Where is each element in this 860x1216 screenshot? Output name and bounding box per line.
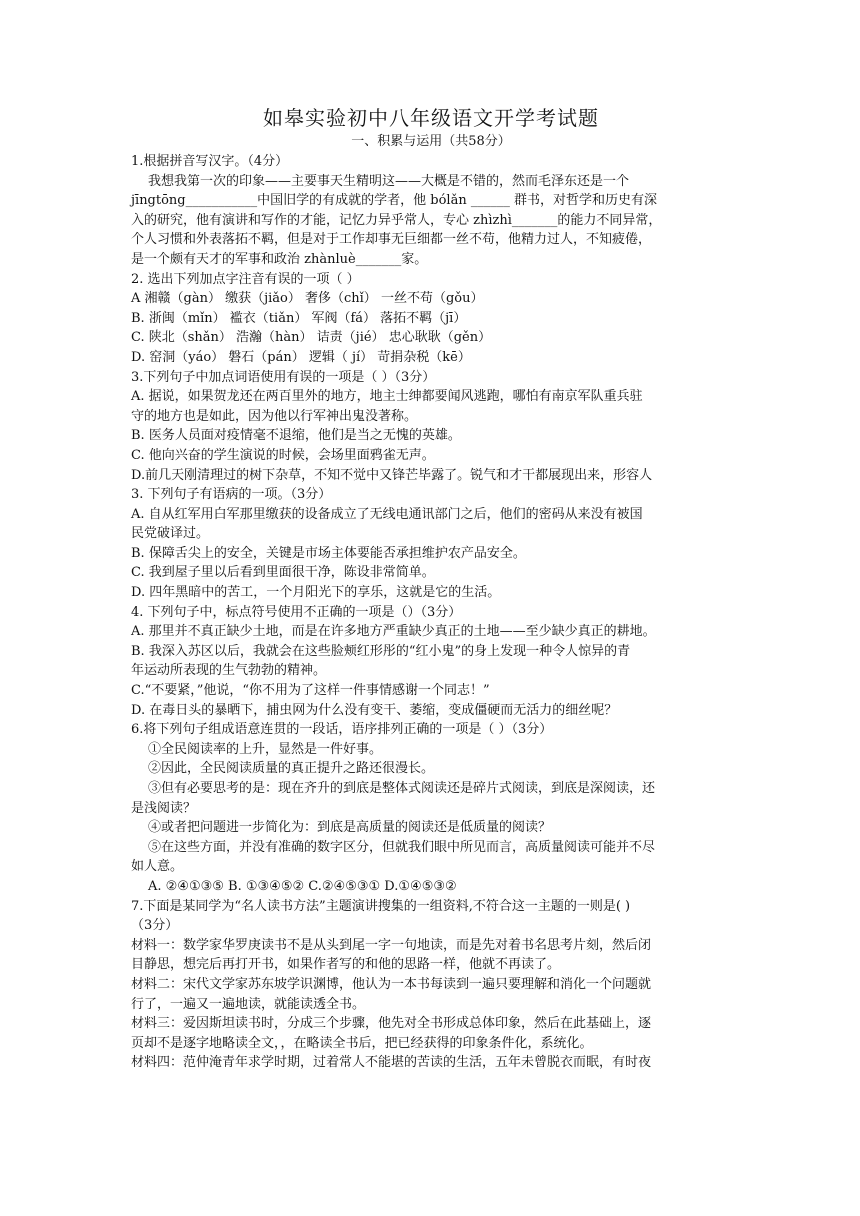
text-line: 是一个颇有天才的军事和政治 zhànluè_______家。 <box>131 251 428 267</box>
text-line: ②因此，全民阅读质量的真正提升之路还很漫长。 <box>148 761 435 777</box>
text-line: C.“不要紧，”他说，“你不用为了这样一件事情感谢一个同志！” <box>131 683 490 699</box>
text-line: A. ②④①③⑤ B. ①③④⑤② C.②④⑤③① D.①④⑤③② <box>148 878 457 894</box>
text-line: 行了，一遍又一遍地读，就能读透全书。 <box>131 996 366 1012</box>
text-line: ④或者把问题进一步简化为：到底是高质量的阅读还是低质量的阅读？ <box>148 820 552 836</box>
text-line: 目静思，想完后再打开书，如果作者写的和他的思路一样，他就不再读了。 <box>131 957 561 973</box>
text-line: 页却不是逐字地略读全文，，在略读全书后，把已经获得的印象条件化，系统化。 <box>131 1035 593 1051</box>
text-line: C. 我到屋子里以后看到里面很干净，陈设非常简单。 <box>131 565 435 581</box>
text-line: B. 医务人员面对疫情毫不退缩，他们是当之无愧的英雄。 <box>131 428 461 444</box>
text-line: C. 他向兴奋的学生演说的时候，会场里面鸦雀无声。 <box>131 447 435 463</box>
text-line: 我想我第一次的印象——主要事天生精明这——大概是不错的，然而毛泽东还是一个 <box>148 173 630 189</box>
text-line: 入的研究，他有演讲和写作的才能，记忆力异乎常人，专心 zhìzhì_______的能力不同异常， <box>131 212 662 228</box>
text-line: 材料一：数学家华罗庚读书不是从头到尾一字一句地读，而是先对着书名思考片刻，然后闭 <box>131 937 652 953</box>
text-line: 4. 下列句子中，标点符号使用不正确的一项是（）（3分） <box>131 604 462 620</box>
text-line: B. 我深入苏区以后，我就会在这些脸颊红形彤的“红小鬼”的身上发现一种令人惊异的青 <box>131 643 631 659</box>
text-line: 如人意。 <box>131 859 184 875</box>
text-line: 守的地方也是如此，因为他以行军神出鬼没著称。 <box>131 408 418 424</box>
text-line: A 湘赣（gàn） 缴获（jiǎo） 奢侈（chǐ） 一丝不苟（gǒu） <box>131 291 484 307</box>
text-line: 3. 下列句子有语病的一项。（3分） <box>131 487 332 503</box>
text-line: 民党破译过。 <box>131 526 210 542</box>
text-line: （3分） <box>131 918 179 934</box>
text-line: A. 据说，如果贺龙还在两百里外的地方，地主士绅都要闻风逃跑，哪怕有南京军队重兵驻 <box>131 389 643 405</box>
exam-page <box>131 0 731 1073</box>
text-line: 2. 选出下列加点字注音有误的一项（ ） <box>131 271 360 287</box>
text-line: 个人习惯和外表落拓不羁，但是对于工作却事无巨细都一丝不苟，他精力过人，不知疲倦， <box>131 232 652 248</box>
text-line: B. 保障舌尖上的安全，关键是市场主体要能否承担维护农产品安全。 <box>131 545 526 561</box>
page-title: 如皋实验初中八年级语文开学考试题 <box>263 106 599 130</box>
text-line: D.前几天刚清理过的树下杂草，不知不觉中又锋芒毕露了。锐气和才干都展现出来，形容人 <box>131 467 653 483</box>
text-line: 1.根据拼音写汉字。（4分） <box>131 154 289 169</box>
text-line: ①全民阅读率的上升，显然是一件好事。 <box>148 741 383 757</box>
text-line: 材料三：爱因斯坦读书时，分成三个步骤，他先对全书形成总体印象，然后在此基础上，逐 <box>131 1016 652 1032</box>
exam-body <box>131 152 731 1073</box>
text-line: 材料二：宋代文学家苏东坡学识渊博，他认为一本书每读到一遍只要理解和消化一个问题就 <box>131 976 652 992</box>
text-line: 材料四：范仲淹青年求学时期，过着常人不能堪的苦读的生活，五年未曾脱衣而眠，有时夜 <box>131 1055 652 1071</box>
text-line: A. 自从红军用白军那里缴获的设备成立了无线电通讯部门之后，他们的密码从来没有被国 <box>131 506 643 522</box>
text-line: 7.下面是某同学为“名人读书方法”主题演讲搜集的一组资料,不符合这一主题的一则是( ) <box>131 898 631 914</box>
text-line: D. 窑洞（yáo） 磐石（pán） 逻辑（ jí） 苛捐杂税（kē） <box>131 349 471 365</box>
text-line: C. 陕北（shǎn） 浩瀚（hàn） 诘责（jié） 忠心耿耿（gěn） <box>131 330 492 346</box>
text-line: 3.下列句子中加点词语使用有误的一项是（ ）（3分） <box>131 369 436 385</box>
text-line: ③但有必要思考的是：现在齐升的到底是整体式阅读还是碎片式阅读，到底是深阅读，还 <box>148 781 656 796</box>
text-line: D. 在毒日头的暴晒下，捕虫网为什么没有变干、萎缩，变成僵硬而无活力的细丝呢？ <box>131 702 618 718</box>
text-line: B. 浙闽（mǐn） 褴衣（tiǎn） 军阀（fá） 落拓不羁（jī） <box>131 310 467 326</box>
text-line: jīngtōng___________中国旧学的有成就的学者，他 bólǎn ______ 群书，对哲学和历史有深 <box>131 193 657 209</box>
text-line: A. 那里并不真正缺少土地，而是在许多地方严重缺少真正的土地——至少缺少真正的耕地。 <box>131 624 656 640</box>
section-heading: 一、积累与运用（共58分） <box>351 134 511 149</box>
text-line: ⑤在这些方面，并没有准确的数字区分，但就我们眼中所见而言，高质量阅读可能并不尽 <box>148 839 656 855</box>
text-line: 年运动所表现的生气勃勃的精神。 <box>131 663 327 679</box>
text-line: D. 四年黑暗中的苦工，一个月阳光下的享乐，这就是它的生活。 <box>131 585 501 601</box>
text-line: 是浅阅读？ <box>131 800 197 816</box>
text-line: 6.将下列句子组成语意连贯的一段话，语序排列正确的一项是（ ）（3分） <box>131 722 553 738</box>
